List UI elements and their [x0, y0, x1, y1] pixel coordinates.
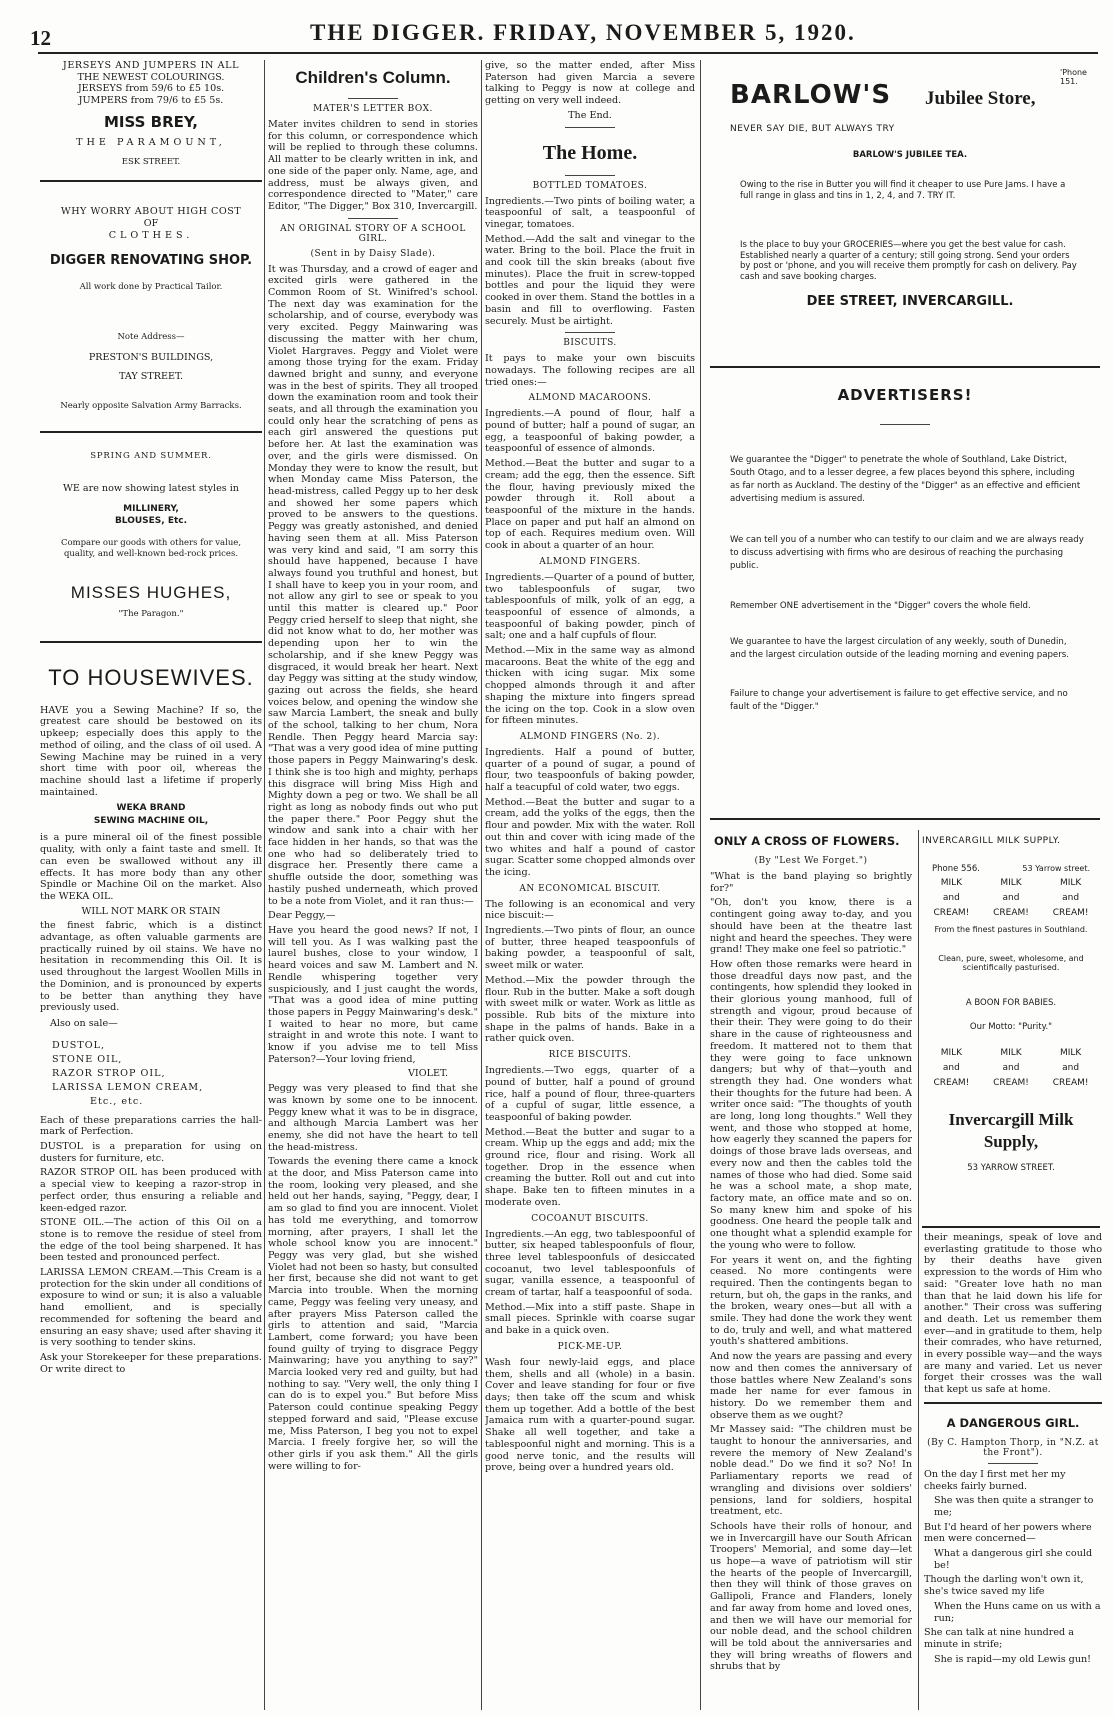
ad-text: TAY STREET.: [118, 371, 184, 383]
body-text: the finest fabric, which is a distinct advantage, as often valuable garments are practically ruined by oil stains. We have no hesitation in recommending this Oil. It is used throughout the largest Woollen Mills in the Dominion, and is pronounced by experts to be better than anything they have previously used.: [40, 920, 262, 1014]
ad-name: MISSES HUGHES,: [70, 583, 232, 603]
body-text: And now the years are passing and every now and then comes the anniversary of those battles where New Zealand's sons made her name for ever famous in history. Do we remember them and observe them as we ought?: [710, 1351, 912, 1421]
ad-miss-brey: [40, 60, 262, 168]
column-divider: [264, 60, 265, 1710]
grid-col: [922, 1046, 981, 1091]
body-text: Method.—Add the salt and vinegar to the water. Bring to the boil. Place the fruit in and cook till the skin breaks (about five minutes). Place the fruit in screw-topped bottles and pour the liquid they were cooked in over them. Stand the bottles in a basin and fill to overflowing. Fasten securely. Must be airtight.: [485, 233, 695, 327]
byline: (By "Lest We Forget."): [754, 856, 868, 866]
ad-text: Note Address—: [117, 332, 185, 343]
ad-misses-hughes: [40, 451, 262, 621]
column-right-bottom: [924, 1232, 1102, 1710]
section-heading: ADVERTISERS!: [837, 386, 973, 404]
list-item: RAZOR STROP OIL,: [52, 1067, 166, 1079]
ad-text: Owing to the rise in Butter you will find it cheaper to use Pure Jams. I have a full range in glass and tins in 1, 2, 4, and 7. TRY IT.: [740, 180, 1066, 201]
poem-line: She can talk at nine hundred a minute in strife;: [924, 1627, 1074, 1650]
grid-col: [922, 876, 981, 921]
ad-text: and: [1062, 1063, 1080, 1073]
column-divider: [700, 60, 701, 1710]
ad-text: SPRING AND SUMMER.: [90, 450, 212, 461]
body-text: Ingredients.—An egg, two tablespoonful of butter, six heaped tablespoonfuls of flour, three level tablespoonfuls of desiccated cocoanut, two level tablespoonfuls of sugar, vanilla essence, a teaspoonful of cream of tartar, half a teaspoonful of soda.: [485, 1228, 695, 1299]
divider: [924, 1402, 1102, 1404]
ad-text: WHY WORRY ABOUT HIGH COST: [60, 206, 242, 218]
ad-text: DEE STREET, INVERCARGILL.: [806, 294, 1014, 309]
section-heading: ONLY A CROSS OF FLOWERS.: [714, 834, 900, 848]
section-heading: Children's Column.: [295, 68, 451, 87]
ad-barlow: [710, 62, 1090, 362]
body-text: LARISSA LEMON CREAM.—This Cream is a protection for the skin under all conditions of exposure to wind or sun; it is also a valuable hand emollient, and is specially recommended for softening the beard and ensuring an easy shave; used after shaving it is very soothing to tender skins.: [40, 1267, 262, 1349]
ad-text: MILK: [1059, 878, 1082, 888]
ad-text: CREAM!: [1052, 908, 1089, 918]
divider: [710, 818, 1100, 820]
poem-line: But I'd heard of her powers where men were concerned—: [924, 1521, 1092, 1545]
ad-contact-row: [922, 864, 1100, 874]
ad-name: BARLOW'S: [730, 80, 892, 110]
byline: (By C. Hampton Thorp, in "N.Z. at the Front").: [927, 1437, 1099, 1458]
grid-col: [982, 1046, 1041, 1091]
ad-text: and: [1062, 893, 1080, 903]
list-item: STONE OIL,: [52, 1053, 123, 1065]
divider: [40, 180, 262, 182]
ad-text: and: [1002, 1063, 1020, 1073]
body-text: give, so the matter ended, after Miss Paterson had given Marcia a severe talking to Peggy is now at college and getting on very well indeed.: [485, 60, 695, 107]
ad-text: We guarantee the "Digger" to penetrate the whole of Southland, Lake District, South Otago, and to a lesser degree, a few places beyond this sphere, including as far north as Auckland. The destiny of the "Digger" as an effective and efficient advertising medium is assured.: [730, 455, 1081, 504]
masthead-title: THE DIGGER. FRIDAY, NOVEMBER 5, 1920.: [310, 20, 856, 45]
ad-text: Clean, pure, sweet, wholesome, and scientifically pasturised.: [938, 954, 1084, 972]
poem-line: She is rapid—my old Lewis gun!: [934, 1653, 1092, 1665]
subheading: SEWING MACHINE OIL,: [93, 816, 209, 827]
ad-text: ESK STREET.: [121, 156, 181, 167]
body-text: Method.—Mix the powder through the flour. Rub in the butter. Make a soft dough with sweet milk or water. Work as little as possible. Rub bits of the mixture into shape in the palms of hands. Bake in a rather quick oven.: [485, 974, 695, 1045]
column-home: [485, 60, 695, 1710]
ad-name: Invercargill Milk Supply,: [948, 1110, 1074, 1151]
poem-line: She was then quite a stranger to me;: [934, 1495, 1094, 1518]
body-text: Ingredients. Half a pound of butter, quarter of a pound of sugar, a pound of flour, two teaspoonfuls of baking powder, half a teacupful of cold water, two eggs.: [485, 746, 695, 794]
body-text: The End.: [568, 109, 612, 121]
ad-text: CREAM!: [993, 1078, 1029, 1088]
body-text: "What is the band playing so brightly for?": [710, 871, 912, 894]
ad-name: Jubilee Store,: [925, 88, 1036, 109]
body-text: Ask your Storekeeper for these preparations. Or write direct to: [40, 1352, 262, 1375]
body-text: RAZOR STROP OIL has been produced with a special view to keeping a razor-strop in perfect order, thus ensuring a reliable and keen-edged razor.: [40, 1167, 262, 1214]
body-text: Have you heard the good news? If not, I will tell you. As I was walking past the laurel bushes, close to your window, I heard voices and saw M. Lambert and N. Rendle whispering together very suspiciously, and I just caught the words, "That was a good idea of mine putting those papers in Peggy Mainwaring's desk." I waited to hear no more, but came straight in and wrote this note. I want to know if you advise me to tell Miss Paterson?—Your loving friend,: [268, 925, 478, 1065]
recipe-heading: AN ECONOMICAL BISCUIT.: [519, 883, 661, 894]
ad-text: A BOON FOR BABIES.: [965, 998, 1057, 1008]
ad-text: and: [942, 893, 960, 903]
ad-text: THE NEWEST COLOURINGS.: [77, 71, 225, 83]
section-heading: The Home.: [542, 141, 638, 164]
ad-text: THE PARAMOUNT,: [76, 136, 226, 148]
subheading: AN ORIGINAL STORY OF A SCHOOL GIRL.: [280, 223, 466, 244]
recipe-heading: ALMOND FINGERS (No. 2).: [519, 731, 661, 742]
ad-milk-supply: [922, 830, 1100, 1222]
recipe-heading: ALMOND MACAROONS.: [528, 393, 652, 404]
ad-text: Remember ONE advertisement in the "Digger" covers the whole field.: [730, 601, 1031, 611]
recipe-heading: COCOANUT BISCUITS.: [531, 1213, 649, 1224]
ad-text: CREAM!: [933, 908, 970, 918]
short-rule: [880, 424, 930, 425]
divider: [710, 366, 1100, 368]
body-text: How often those remarks were heard in those dreadful days now past, and the contingents, how splendid they looked in their glorious young manhood, full of strength and vigour, proud because of their their. They were going to do their share in the cause of righteousness and freedom. It mattered not to them that they were going to face unknown dangers; but why of that—youth and strength they had. One wonders what their thoughts for the future had been. A writer once said: "The thoughts of youth are long, long long thoughts." Well they went, and those who stopped at home, how eagerly they scanned the papers for doings of those brave lads overseas, and every now and then the cables told the names of those who had died. Some said he was a school mate, a shop mate, factory mate, an office mate and so on. So many knew him and spoke of his goodness. One heard the people talk and one thought what a splendid example for the young who were to follow.: [710, 958, 912, 1251]
grid-col: [1041, 1046, 1100, 1091]
ad-text: CLOTHES.: [108, 229, 194, 241]
short-rule: [348, 218, 398, 219]
recipe-heading: BOTTLED TOMATOES.: [532, 180, 648, 191]
ad-text: WE are now showing latest styles in: [62, 482, 239, 494]
ad-digger-renovating: [40, 206, 262, 413]
body-text: Ingredients.—Quarter of a pound of butter, two tablespoonfuls of sugar, two tablespoonfuls of milk, yolk of an egg, a teaspoonful of essence of almonds, a teaspoonful of baking powder, pinch of salt; one and a half cupfuls of flour.: [485, 571, 695, 642]
body-text: Each of these preparations carries the hall-mark of Perfection.: [40, 1114, 262, 1138]
body-text: Towards the evening there came a knock at the door, and Miss Paterson came into the room, looking very pleased, and she held out her hands, saying, "Peggy, dear, I am so glad to find you are innocent. Violet has told me everything, and tomorrow morning, after prayers, I shall let the whole school know you are innocent." Peggy was very glad, but she wished Violet had not been so hasty, but consulted her first, because she did not want to get Marcia into trouble. When the morning came, Peggy was feeling very uneasy, and after prayers Miss Paterson called the girls to attention and said, "Marcia Lambert, come forward; you have been found guilty of trying to disgrace Peggy Mainwaring; have you anything to say?" Marcia looked very red and guilty, but had nothing to say. "Very well, the only thing I can do is to expel you." But before Miss Paterson could continue speaking Peggy stepped forward and said, "Please excuse me, Miss Paterson, I beg you not to expel Marcia. I freely forgive her, so will the other girls if you ask them." All the girls were willing to for-: [268, 1156, 478, 1472]
short-rule: [565, 127, 615, 128]
ad-text: and: [1002, 893, 1020, 903]
masthead-rule: [38, 20, 1098, 54]
divider: [40, 641, 262, 643]
poem-line: When the Huns came on us with a run;: [934, 1600, 1101, 1624]
ad-text: Is the place to buy your GROCERIES—where you get the best value for cash. Established nearly a quarter of a century; still going strong. Send your orders by post or 'phone, and you will receive them promptly for cash on delivery. Pay cash and save booking charges.: [740, 240, 1077, 282]
ad-text: MILLINERY,: [123, 504, 179, 515]
ad-name: DIGGER RENOVATING SHOP.: [49, 253, 253, 269]
byline: (Sent in by Daisy Slade).: [310, 248, 436, 259]
body-text: Method.—Beat the butter and sugar to a cream, add the yolks of the eggs, then the flour and powder. Mix with the water. Roll out thin and cover with icing made of the two whites and half a pound of castor sugar. Scatter some chopped almonds over the icing.: [485, 796, 695, 878]
body-text: Ingredients.—Two eggs, quarter of a pound of butter, half a pound of ground rice, half a pound of flour, three-quarters of a cupful of sugar, little essence, a teaspoonful of baking powder.: [485, 1065, 695, 1123]
body-text: Peggy was very pleased to find that she was known by some one to be innocent. Peggy knew what it was to be in disgrace, and although Marcia Lambert was her enemy, she did not have the heart to tell the head-mistress.: [268, 1083, 478, 1153]
list-item: DUSTOL,: [52, 1039, 106, 1051]
body-text: HAVE you a Sewing Machine? If so, the greatest care should be bestowed on its upkeep; especially does this apply to the method of oiling, and the class of oil used. A Sewing Machine may be ruined in a very short time with poor oil, whereas the machine should last a lifetime if properly maintained.: [40, 704, 262, 798]
body-text: "Oh, don't you know, there is a contingent going away to-day, and you should have been at the theatre last night and heard the speeches. They were grand! They make one feel so patriotic.": [710, 897, 912, 956]
poem-line: Though the darling won't own it, she's twice saved my life: [924, 1574, 1084, 1598]
ad-text: MILK: [1000, 878, 1022, 888]
ad-text: NEVER SAY DIE, BUT ALWAYS TRY: [730, 124, 895, 134]
ad-text: 53 Yarrow street.: [1022, 864, 1090, 873]
ad-text: OF: [143, 217, 159, 229]
ad-text: 53 YARROW STREET.: [967, 1163, 1055, 1173]
body-text: Mr Massey said: "The children must be taught to honour the anniversaries, and revere the memory of New Zealand's noble dead." Do we find it so? No! In Parliamentary reports we read of wrangling and divisions over soldiers' pensions, land for soldiers, hospital treatment, etc.: [710, 1424, 912, 1518]
divider: [922, 1226, 1100, 1228]
recipe-heading: PICK-ME-UP.: [557, 1341, 623, 1352]
page-number: 12: [30, 26, 51, 50]
body-text: Mater invites children to send in stories for this column, or correspondence which will be replied to through these columns. All matter to be clearly written in ink, and one side of the paper only. Name, age, and address, must be always given, and correspondence directed to "Mater," care Editor, "The Digger," Box 310, Invercargill.: [268, 119, 478, 212]
subheading: WEKA BRAND: [116, 803, 186, 814]
short-rule: [988, 1463, 1038, 1464]
ad-text: CREAM!: [933, 1078, 970, 1088]
body-text: Method.—Mix into a stiff paste. Shape in small pieces. Sprinkle with coarse sugar and bake in a quick oven.: [485, 1301, 695, 1337]
ad-text: 'Phone 151.: [1060, 68, 1087, 86]
recipe-heading: BISCUITS.: [563, 338, 617, 349]
signature-text: VIOLET.: [408, 1068, 448, 1080]
milk-cream-grid: [922, 1046, 1100, 1091]
ad-text: Our Motto: "Purity.": [969, 1022, 1053, 1032]
ad-text: Failure to change your advertisement is failure to get effective service, and no fault of the "Digger.": [730, 689, 1068, 712]
section-heading: A DANGEROUS GIRL.: [946, 1415, 1080, 1430]
body-text: is a pure mineral oil of the finest possible quality, with only a faint taste and smell. It can even be swallowed without any ill effects. It has more body than any other Spindle or Machine Oil on the market. Also the WEKA OIL.: [40, 832, 262, 902]
subheading: WILL NOT MARK OR STAIN: [81, 905, 221, 917]
body-text: The following is an economical and very nice biscuit:—: [485, 898, 695, 922]
short-rule: [565, 332, 615, 333]
ad-text: PRESTON'S BUILDINGS,: [88, 351, 214, 363]
subheading: MATER'S LETTER BOX.: [313, 104, 433, 114]
body-text: STONE OIL.—The action of this Oil on a stone is to remove the residue of steel from the edge of the tool being sharpened. It has been tested and pronounced perfect.: [40, 1217, 262, 1264]
body-text: It was Thursday, and a crowd of eager and excited girls were gathered in the Common Room of St. Winifred's school. The next day was examination for the scholarship, and of course, everybody was very excited. Peggy Mainwaring was discussing the matter with her chum, Violet Hargraves. Peggy and Violet were among those trying for the exam. Friday dawned bright and sunny, and everyone was in the best of spirits. They all trooped down the examination room and took their seats, and all through the examination you could only hear the scratching of pens as each girl answered the questions put before her. At last the examination was over, and the girls were dismissed. On Monday they were to know the result, but when Monday came Miss Paterson, the head-mistress, called Peggy up to her desk and showed her some papers which proved to be answers to the questions. Peggy was greatly astonished, and denied having seen them at all. Miss Paterson was very kind and said, "I am sorry this should have happened, because I have always found you truthful and honest, but I shall have to keep you in your room, and not allow any girl to see or speak to you until this matter is cleared up." Poor Peggy cried herself to sleep that night, she did not know what to do, her mother was depending upon her to win the scholarship, and if she knew Peggy was disgraced, it would break her heart. Next day Peggy was sitting at the study window, gazing out across the fields, she heard voices below, and opening the window she saw Marcia Lambert, the sneak and bully of the school, talking to her chum, Nora Rendle. Then Peggy heard Marcia say: "That was a very good idea of mine putting those papers in Peggy Mainwaring's desk. I think she is too high and mighty, perhaps this disgrace will bring Miss High and Mighty down a peg or two. We shall be all right as long as nobody finds out who put the paper there." Poor Peggy shut the window and sank into a chair with her face hidden in her hands, so that was the one who had so deliberately tried to disgrace her. Presently there came a shuffle outside the door, something was hastily pushed underneath, which proved to be a note from Violet, and it ran thus:—: [268, 263, 478, 907]
body-text: Ingredients.—Two pints of flour, an ounce of butter, three heaped teaspoonfuls of baking powder, a teaspoonful of salt, sweet milk or water.: [485, 925, 695, 972]
ad-text: Compare our goods with others for value, quality, and well-known bed-rock prices.: [60, 537, 242, 560]
short-rule: [348, 98, 398, 99]
column-divider: [481, 60, 482, 1710]
column-ads-left: [40, 60, 262, 1710]
recipe-heading: ALMOND FINGERS.: [539, 556, 641, 567]
ad-text: CREAM!: [993, 908, 1029, 918]
ad-text: MILK: [1000, 1048, 1022, 1058]
ad-text: CREAM!: [1052, 1078, 1089, 1088]
poem-line: On the day I first met her my cheeks fairly burned.: [924, 1468, 1066, 1492]
ad-text: Nearly opposite Salvation Army Barracks.: [60, 401, 242, 412]
body-text: Also on sale—: [50, 1017, 118, 1029]
divider: [40, 431, 262, 433]
ad-text: "The Paragon.": [118, 609, 184, 620]
body-text: Ingredients.—A pound of flour, half a pound of butter; half a pound of sugar, an egg, a teaspoonful of baking powder, a teaspoonful of essence of almonds.: [485, 408, 695, 455]
section-heading: TO HOUSEWIVES.: [48, 664, 254, 690]
body-text: Method.—Beat the butter and sugar to a cream. Whip up the eggs and add; mix the ground rice, flour and rising. Work all together. Drop in the essence when creaming the butter. Roll out and cut into shape. Bake ten to fifteen minutes in a moderate oven.: [485, 1126, 695, 1208]
body-text: It pays to make your own biscuits nowadays. The following recipes are all tried ones:—: [485, 353, 695, 388]
ad-text: All work done by Practical Tailor.: [79, 282, 223, 293]
milk-cream-grid: [922, 876, 1100, 921]
body-text: Schools have their rolls of honour, and we in Invercargill have our South African Troopers' Memorial, and some day—let us hope—a wave of patriotism will stir the hearts of the people of Invercargill, then they will think of those graves on Gallipoli, France and Flanders, lonely and far away from home and loved ones, and then we will have our memorial for our noble dead, and the school children will be told about the anniversaries and they will bring wreaths of flowers and shrubs that by: [710, 1520, 912, 1673]
article-cross-of-flowers: [710, 830, 912, 1710]
ad-text: BLOUSES, Etc.: [114, 515, 188, 526]
ad-name: MISS BREY,: [104, 112, 198, 131]
ad-text: MILK: [940, 878, 963, 888]
ad-housewives: [40, 665, 262, 1376]
recipe-heading: RICE BISCUITS.: [548, 1050, 632, 1061]
poem-line: What a dangerous girl she could be!: [934, 1548, 1093, 1571]
column-divider: [918, 830, 919, 1710]
ad-text: JERSEYS AND JUMPERS IN ALL: [62, 60, 240, 71]
ad-text: JUMPERS from 79/6 to £5 5s.: [78, 95, 224, 107]
ad-advertisers: [710, 380, 1100, 810]
ad-text: and: [942, 1063, 960, 1073]
body-text: DUSTOL is a preparation for using on dusters for furniture, etc.: [40, 1141, 262, 1164]
ad-text: MILK: [940, 1048, 963, 1058]
ad-text: Phone 556.: [932, 864, 980, 874]
list-item: LARISSA LEMON CREAM,: [52, 1081, 204, 1093]
short-rule: [565, 175, 615, 176]
ad-text: BARLOW'S JUBILEE TEA.: [852, 150, 968, 160]
ad-text: We can tell you of a number who can testify to our claim and we are always ready to discuss advertising with firms who are desirous of reaching the purchasing public.: [730, 535, 1084, 571]
body-text: Wash four newly-laid eggs, and place them, shells and all (whole) in a basin. Cover and leave standing for four or five days; then take off the scum and whisk them up together. Add a bottle of the best Jamaica rum with a quarter-pound sugar. Shake all well together, and take a tablespoonful night and morning. This is a good nerve tonic, and the results will prove, being over a hundred years old.: [485, 1356, 695, 1474]
ad-text: We guarantee to have the largest circulation of any weekly, south of Dunedin, and the largest circulation outside of the leading morning and evening papers.: [730, 637, 1069, 660]
column-childrens: [268, 60, 478, 1710]
body-text: Method.—Mix in the same way as almond macaroons. Beat the white of the egg and thicken with icing sugar. Mix some chopped almonds through it and after shaping the mixture into fingers spread the icing on the top. Cook in a slow oven for fifteen minutes.: [485, 645, 695, 727]
list-item: Etc., etc.: [90, 1095, 144, 1107]
body-text: For years it went on, and the fighting ceased. No more contingents were required. Then the contingents began to return, but oh, the gaps in the ranks, and the broken, weary ones—but all with a smile. They had done the work they went to do, truly and well, and what mattered youth's shattered ambitions.: [710, 1254, 912, 1348]
grid-col: [982, 876, 1041, 921]
body-text: Dear Peggy,—: [268, 910, 336, 922]
grid-col: [1041, 876, 1100, 921]
body-text: Method.—Beat the butter and sugar to a cream; add the egg, then the essence. Sift the flour, having previously mixed the powder through it. Roll about a teaspoonful of the mixture in the hands. Place on paper and put half an almond on top of each. Requires medium oven. Will cook in about a quarter of an hour.: [485, 458, 695, 552]
body-text: Ingredients.—Two pints of boiling water, a teaspoonful of salt, a teaspoonful of vinegar, tomatoes.: [485, 195, 695, 230]
ad-text: MILK: [1059, 1048, 1082, 1058]
ad-name: INVERCARGILL MILK SUPPLY.: [922, 836, 1061, 846]
ad-text: JERSEYS from 59/6 to £5 10s.: [77, 83, 225, 95]
ad-text: From the finest pastures in Southland.: [934, 925, 1088, 934]
body-text: their meanings, speak of love and everlasting gratitude to those who by their deaths have given expression to the words of Him who said: "Greater love hath no man than that he laid down his life for another." Their cross was suffering and death. Let us remember them ever—and in gratitude to them, help their comrades, who have returned, in every possible way—and the ways are many and varied. Let us never forget their crosses was the wall that kept us safe at home.: [924, 1232, 1102, 1396]
